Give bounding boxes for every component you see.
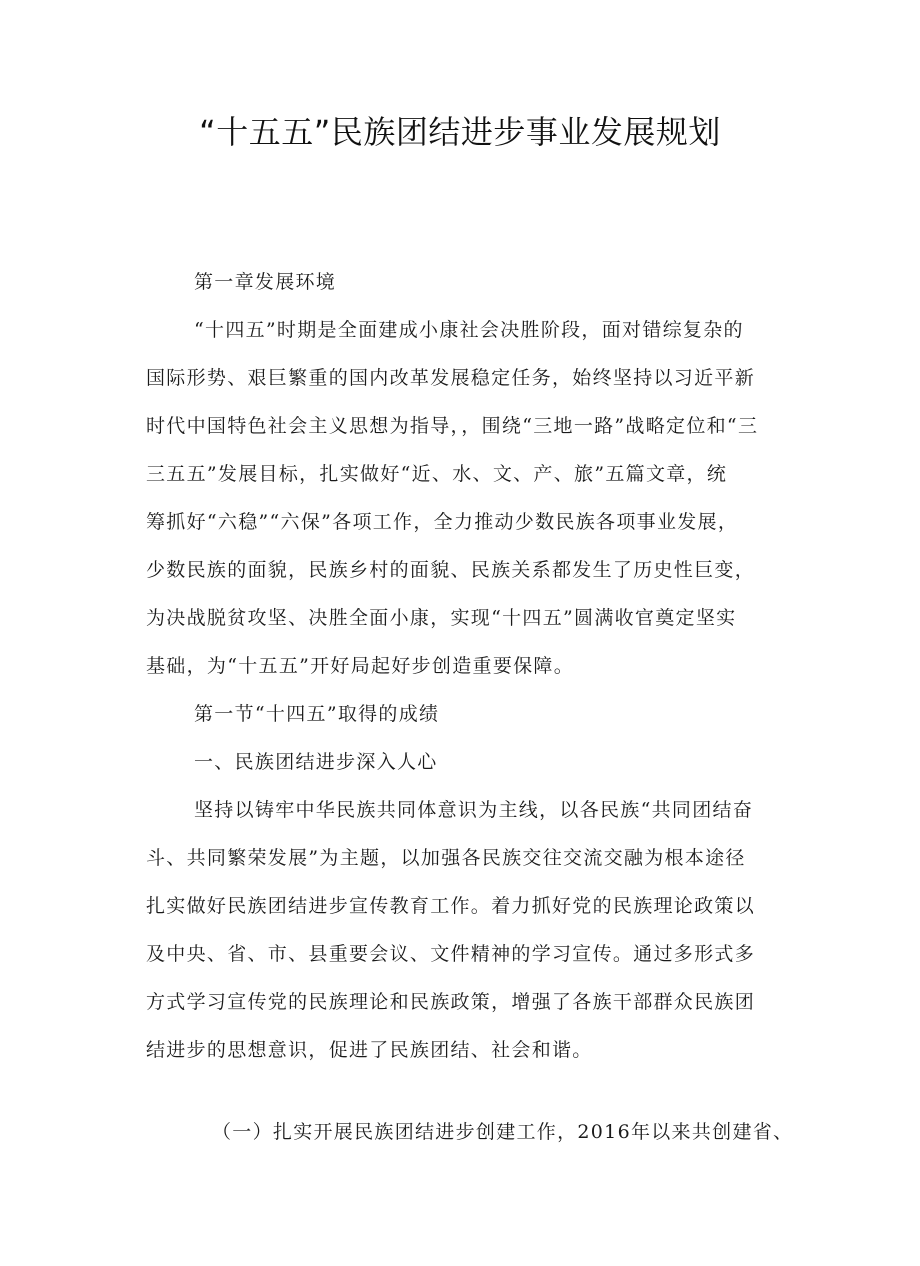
paragraph-line: 三五五”发展目标，扎实做好“近、水、文、产、旅”五篇文章，统 <box>146 463 728 485</box>
document-title: “十五五”民族团结进步事业发展规划 <box>199 113 721 151</box>
list-item: （一）扎实开展民族团结进步创建工作，2016年以来共创建省、 <box>212 1121 794 1143</box>
section-heading: 第一节“十四五”取得的成绩 <box>194 703 440 725</box>
subsection-heading: 一、民族团结进步深入人心 <box>194 751 438 773</box>
paragraph-line: 及中央、省、市、县重要会议、文件精神的学习宣传。通过多形式多 <box>146 943 756 965</box>
paragraph-line: 筹抓好“六稳”“六保”各项工作，全力推动少数民族各项事业发展， <box>146 511 739 533</box>
paragraph-line: 扎实做好民族团结进步宣传教育工作。着力抓好党的民族理论政策以 <box>146 895 756 917</box>
paragraph-line: 方式学习宣传党的民族理论和民族政策，增强了各族干部群众民族团 <box>146 991 756 1013</box>
paragraph-line: 结进步的思想意识，促进了民族团结、社会和谐。 <box>146 1039 593 1061</box>
paragraph-line: “十四五”时期是全面建成小康社会决胜阶段，面对错综复杂的 <box>194 319 744 341</box>
paragraph-line: 国际形势、艰巨繁重的国内改革发展稳定任务，始终坚持以习近平新 <box>146 367 756 389</box>
paragraph-line: 基础，为“十五五”开好局起好步创造重要保障。 <box>146 655 575 677</box>
paragraph-line: 斗、共同繁荣发展”为主题，以加强各民族交往交流交融为根本途径 <box>146 847 746 869</box>
paragraph-line: 少数民族的面貌，民族乡村的面貌、民族关系都发生了历史性巨变， <box>146 559 756 581</box>
chapter-heading: 第一章发展环境 <box>194 271 337 293</box>
paragraph-line: 为决战脱贫攻坚、决胜全面小康，实现“十四五”圆满收官奠定坚实 <box>146 607 737 629</box>
paragraph-line: 时代中国特色社会主义思想为指导，，围绕“三地一路”战略定位和“三 <box>146 415 759 437</box>
paragraph-line: 坚持以铸牢中华民族共同体意识为主线，以各民族“共同团结奋 <box>194 799 754 821</box>
